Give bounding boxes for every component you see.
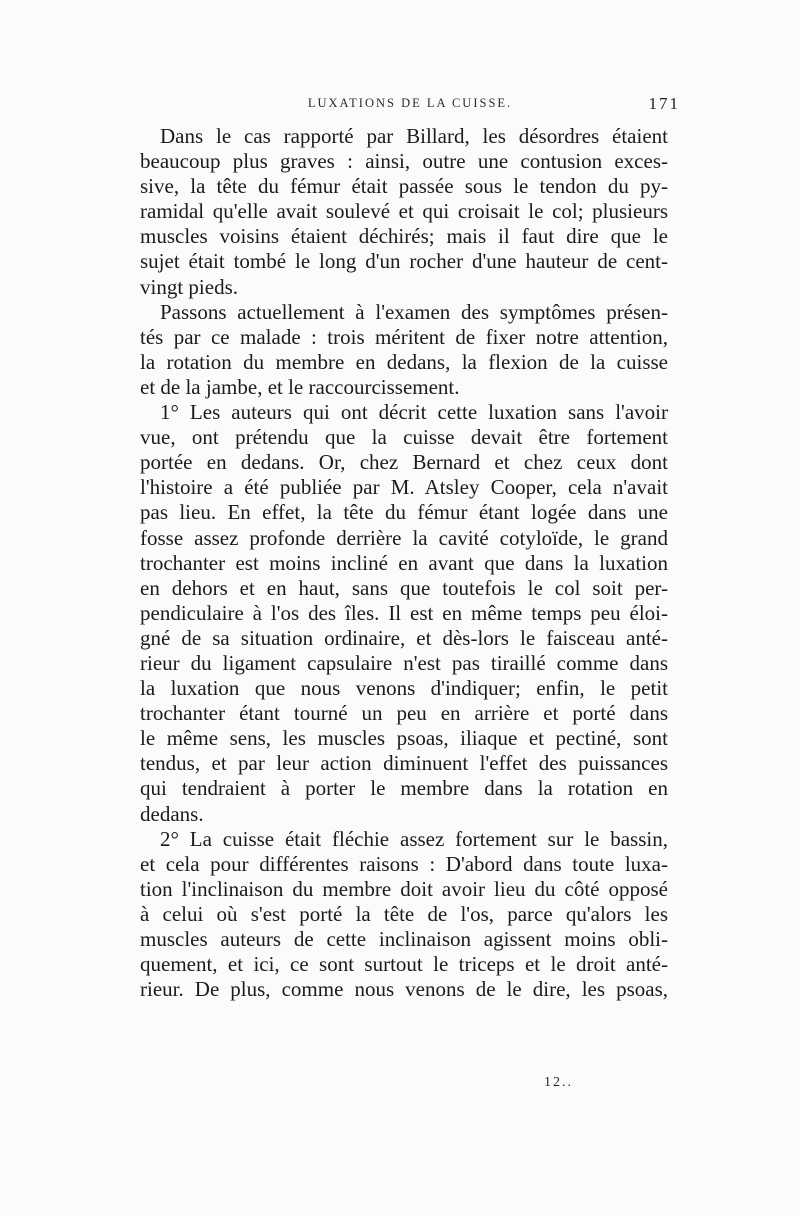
text-line: muscles auteurs de cette inclinaison agissent moins obli- (140, 927, 668, 951)
running-head: LUXATIONS DE LA CUISSE. (307, 96, 513, 110)
text-line: sujet était tombé le long d'un rocher d'une hauteur de cent- (140, 249, 668, 274)
text-line: Dans le cas rapporté par Billard, les désordres étaient (160, 124, 668, 148)
text-line: la rotation du membre en dedans, la flexion de la cuisse (140, 349, 668, 374)
text-line: l'histoire a été publiée par M. Atsley Cooper, cela n'avait (140, 475, 668, 500)
text-line: et cela pour différentes raisons : D'abord dans toute luxa- (140, 851, 668, 876)
text-line: ramidal qu'elle avait soulevé et qui croisait le col; plusieurs (140, 199, 668, 224)
paragraph-3 (140, 400, 668, 827)
text-line: qui tendraient à porter le membre dans la rotation en (140, 776, 668, 801)
text-line: 1° Les auteurs qui ont décrit cette luxation sans l'avoir (160, 400, 668, 425)
text-line: tés par ce malade : trois méritent de fixer notre attention, (140, 324, 668, 349)
text-line: dedans. (140, 801, 204, 826)
text-line: pas lieu. En effet, la tête du fémur étant logée dans une (140, 500, 668, 525)
text-line: trochanter est moins incliné en avant que dans la luxation (140, 550, 668, 575)
text-line: en dehors et en haut, sans que toutefois le col soit per- (140, 575, 668, 600)
text-line: tendus, et par leur action diminuent l'effet des puissances (140, 751, 668, 776)
text-line: rieur du ligament capsulaire n'est pas tiraillé comme dans (140, 650, 668, 675)
signature-mark: 12.. (544, 1075, 573, 1090)
text-line: portée en dedans. Or, chez Bernard et chez ceux dont (140, 450, 668, 475)
text-line: quement, et ici, ce sont surtout le triceps et le droit anté- (140, 952, 668, 977)
page-body (140, 124, 668, 1002)
paragraph-4 (140, 827, 668, 1003)
text-line: vue, ont prétendu que la cuisse devait être fortement (140, 425, 668, 450)
text-line: le même sens, les muscles psoas, iliaque et pectiné, sont (140, 726, 668, 751)
text-line: tion l'inclinaison du membre doit avoir lieu du côté opposé (140, 876, 668, 901)
text-line: gné de sa situation ordinaire, et dès-lors le faisceau anté- (140, 625, 668, 650)
paragraph-1 (140, 124, 668, 300)
text-line: fosse assez profonde derrière la cavité cotyloïde, le grand (140, 525, 668, 550)
page-header (140, 96, 680, 118)
paragraph-2 (140, 300, 668, 400)
text-line: la luxation que nous venons d'indiquer; enfin, le petit (140, 676, 668, 701)
text-line: trochanter étant tourné un peu en arrière et porté dans (140, 701, 668, 726)
text-line: muscles voisins étaient déchirés; mais il faut dire que le (140, 224, 668, 249)
text-line: rieur. De plus, comme nous venons de le dire, les psoas, (140, 977, 668, 1002)
text-line: pendiculaire à l'os des îles. Il est en même temps peu éloi- (140, 600, 668, 625)
text-line: à celui où s'est porté la tête de l'os, parce qu'alors les (140, 901, 668, 926)
text-line: sive, la tête du fémur était passée sous le tendon du py- (140, 174, 668, 199)
text-line: vingt pieds. (140, 274, 238, 299)
text-line: beaucoup plus graves : ainsi, outre une contusion exces- (140, 149, 668, 174)
text-line: et de la jambe, et le raccourcissement. (140, 374, 460, 399)
text-line: 2° La cuisse était fléchie assez fortement sur le bassin, (160, 826, 668, 851)
text-line: Passons actuellement à l'examen des symptômes présen- (160, 299, 668, 324)
page-number: 171 (648, 94, 680, 113)
